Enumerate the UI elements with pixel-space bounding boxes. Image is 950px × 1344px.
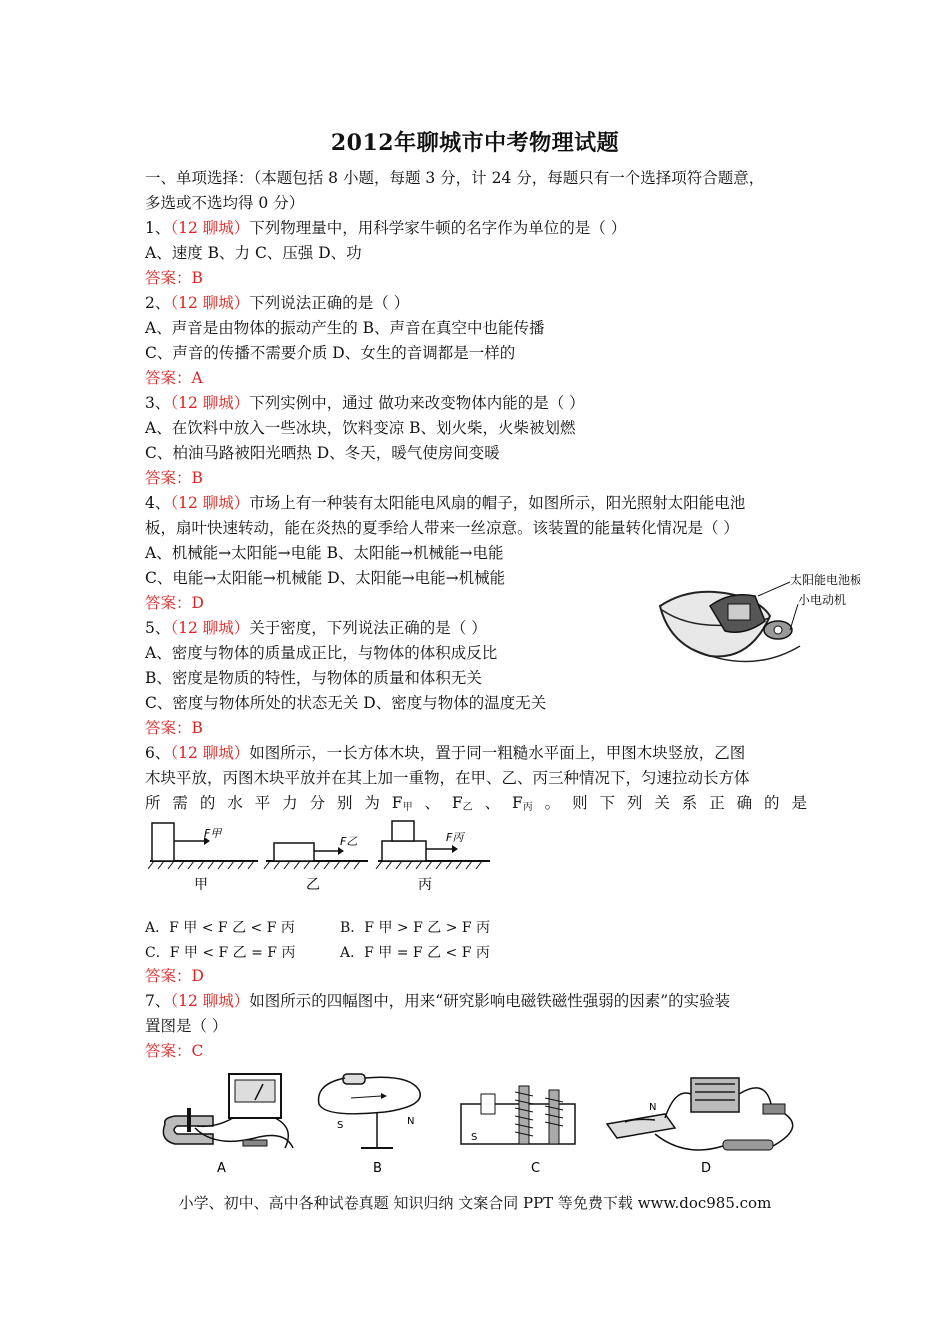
- figure-b: [319, 1074, 421, 1176]
- question-3: [145, 393, 585, 413]
- question-4-options-ab: A、机械能→太阳能→电能 B、太阳能→机械能→电能: [145, 544, 504, 562]
- question-4: [145, 493, 745, 513]
- stem-word: 确: [736, 794, 753, 812]
- stem-word: 的: [199, 794, 216, 812]
- question-5-answer: 答案：B: [145, 719, 203, 737]
- fig-label-yi: 乙: [306, 877, 320, 893]
- stem-word: 列: [626, 794, 643, 812]
- page-title: 2012年聊城市中考物理试题: [330, 130, 620, 156]
- question-6-option-b: B．F 甲 > F 乙 > F 丙: [340, 920, 491, 936]
- force-label-jia: F甲: [204, 827, 222, 840]
- stem-word: 需: [172, 794, 188, 812]
- question-1-answer: 答案：B: [145, 269, 203, 287]
- section-instructions-cont: 多选或不选均得 0 分）: [145, 194, 305, 212]
- question-number: 6、: [145, 744, 171, 762]
- question-number: 4、: [145, 494, 171, 512]
- question-stem: 下列说法正确的是（ ）: [249, 294, 410, 312]
- svg-text:N: N: [407, 1116, 415, 1127]
- question-6-stem-cont: 木块平放，丙图木块平放并在其上加一重物，在甲、乙、丙三种情况下，匀速拉动长方体: [145, 769, 750, 787]
- source-tag: （12 聊城）: [170, 992, 250, 1010]
- source-tag: （12 聊城）: [170, 394, 250, 412]
- stem-word: 。: [544, 794, 561, 812]
- force-label-yi: F乙: [340, 835, 358, 848]
- stem-word: 分: [309, 794, 326, 812]
- fig-label-d: D: [701, 1161, 712, 1176]
- figure-a: [163, 1074, 293, 1176]
- stem-word: 下: [599, 794, 616, 812]
- source-tag: （12 聊城）: [170, 219, 250, 237]
- fig-label-a: A: [217, 1161, 226, 1176]
- question-5: [145, 618, 487, 638]
- question-4-stem-cont: 板，扇叶快速转动，能在炎热的夏季给人带来一丝凉意。该装置的能量转化情况是（ ）: [145, 519, 739, 537]
- question-number: 5、: [145, 619, 171, 637]
- stem-word: 关: [654, 794, 670, 812]
- question-4-answer: 答案：D: [145, 594, 204, 612]
- question-3-options-cd: C、柏油马路被阳光晒热 D、冬天，暖气使房间变暖: [145, 444, 500, 462]
- question-5-option-b: B、密度是物质的特性，与物体的质量和体积无关: [145, 669, 482, 687]
- figure-c: [461, 1086, 575, 1176]
- question-6: [145, 743, 745, 763]
- stem-word: 则: [572, 794, 588, 812]
- question-5-options-cd: C、密度与物体所处的状态无关 D、密度与物体的温度无关: [145, 694, 547, 712]
- source-tag: （12 聊城）: [170, 744, 250, 762]
- question-stem: 市场上有一种装有太阳能电风扇的帽子，如图所示，阳光照射太阳能电池: [249, 494, 746, 512]
- figure-d: [607, 1078, 793, 1176]
- question-7-answer: 答案：C: [145, 1042, 204, 1060]
- question-1-options: A、速度 B、力 C、压强 D、功: [145, 244, 362, 262]
- stem-word: 平: [254, 794, 271, 812]
- stem-word: 的: [764, 794, 780, 812]
- stem-word: 正: [709, 794, 725, 812]
- question-6-option-d: A．F 甲 = F 乙 < F 丙: [340, 945, 490, 961]
- question-2-answer: 答案：A: [145, 369, 203, 387]
- question-stem: 如图所示的四幅图中，用来“研究影响电磁铁磁性强弱的因素”的实验装: [249, 992, 731, 1010]
- stem-word: $F_甲$: [391, 794, 413, 813]
- stem-word: 是: [791, 794, 807, 812]
- solar-hat-figure: [650, 566, 860, 686]
- question-number: 2、: [145, 294, 171, 312]
- question-3-answer: 答案：B: [145, 469, 203, 487]
- source-tag: （12 聊城）: [170, 619, 250, 637]
- stem-word: 系: [681, 794, 698, 812]
- friction-blocks-figure: [148, 815, 493, 895]
- source-tag: （12 聊城）: [170, 294, 250, 312]
- stem-word: 所: [145, 794, 161, 812]
- stem-word: 别: [336, 794, 353, 812]
- svg-text:S: S: [337, 1120, 344, 1131]
- question-6-option-c: C．F 甲 < F 乙 = F 丙: [145, 945, 296, 961]
- stem-word: $F_乙$: [451, 794, 473, 813]
- question-stem: 关于密度，下列说法正确的是（ ）: [249, 619, 487, 637]
- question-7: [145, 991, 730, 1011]
- question-6-answer: 答案：D: [145, 967, 204, 985]
- question-3-options-ab: A、在饮料中放入一些冰块，饮料变凉 B、划火柴，火柴被划燃: [145, 419, 576, 437]
- section-instructions: 一、单项选择：（本题包括 8 小题，每题 3 分，计 24 分，每题只有一个选择项符合题意，: [145, 169, 765, 187]
- force-label-bing: F丙: [446, 831, 464, 844]
- source-tag: （12 聊城）: [170, 494, 250, 512]
- question-4-options-cd: C、电能→太阳能→机械能 D、太阳能→电能→机械能: [145, 569, 506, 587]
- fig-label-motor: 小电动机: [798, 593, 847, 607]
- page-footer: 小学、初中、高中各种试卷真题 知识归纳 文案合同 PPT 等免费下载 www.doc985.com: [178, 1194, 772, 1212]
- fig-label-solar-panel: 太阳能电池板: [790, 573, 860, 587]
- question-stem: 如图所示，一长方体木块，置于同一粗糙水平面上，甲图木块竖放，乙图: [249, 744, 746, 762]
- question-2: [145, 293, 409, 313]
- question-number: 3、: [145, 394, 171, 412]
- electromagnet-figures: [155, 1068, 815, 1180]
- fig-label-jia: 甲: [194, 877, 208, 893]
- svg-text:N: N: [649, 1102, 657, 1113]
- question-2-options-cd: C、声音的传播不需要介质 D、女生的音调都是一样的: [145, 344, 516, 362]
- stem-word: 力: [282, 794, 298, 812]
- question-6-option-a: A．F 甲 < F 乙 < F 丙: [145, 920, 295, 936]
- svg-text:S: S: [471, 1132, 478, 1143]
- stem-word: 水: [227, 794, 243, 812]
- question-2-options-ab: A、声音是由物体的振动产生的 B、声音在真空中也能传播: [145, 319, 545, 337]
- fig-label-b: B: [373, 1161, 382, 1176]
- question-stem: 下列实例中，通过 做功来改变物体内能的是（ ）: [249, 394, 585, 412]
- question-number: 1、: [145, 219, 171, 237]
- fig-label-c: C: [531, 1161, 541, 1176]
- fig-label-bing: 丙: [418, 877, 432, 893]
- question-number: 7、: [145, 992, 171, 1010]
- question-7-stem-cont: 置图是（ ）: [145, 1017, 228, 1035]
- stem-word: 、: [424, 794, 440, 812]
- stem-word: 、: [484, 794, 501, 812]
- question-1: [145, 218, 626, 238]
- question-stem: 下列物理量中，用科学家牛顿的名字作为单位的是（ ）: [249, 219, 627, 237]
- stem-word: 为: [364, 794, 380, 812]
- question-5-option-a: A、密度与物体的质量成正比，与物体的体积成反比: [145, 644, 498, 662]
- stem-word: $F_丙$: [511, 794, 533, 813]
